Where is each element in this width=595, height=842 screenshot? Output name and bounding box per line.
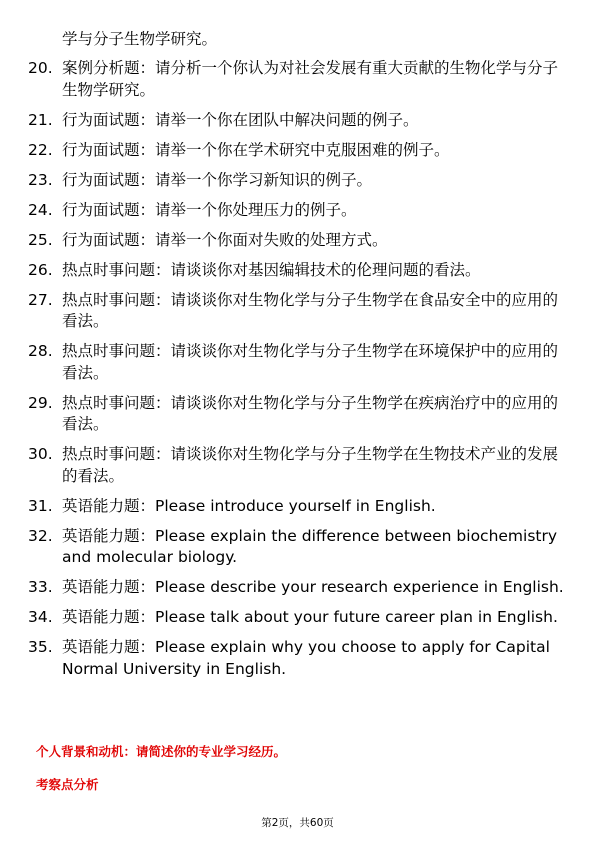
question-number: 22.: [28, 140, 53, 159]
question-text: 英语能力题：Please talk about your future career plan in English.: [62, 608, 558, 626]
list-item: [28, 637, 568, 680]
question-number: 26.: [28, 260, 53, 279]
section-heading: 个人背景和动机：请简述你的专业学习经历。: [36, 744, 287, 759]
question-number: 31.: [28, 496, 53, 515]
question-number: 24.: [28, 200, 53, 219]
question-text: 热点时事问题：请谈谈你对基因编辑技术的伦理问题的看法。: [62, 260, 481, 279]
list-item: [28, 58, 568, 101]
question-text: 行为面试题：请举一个你在团队中解决问题的例子。: [62, 110, 419, 129]
question-number: 32.: [28, 526, 53, 545]
question-number: 23.: [28, 170, 53, 189]
question-text: 英语能力题：Please explain the difference between biochemistry and molecular biology.: [62, 526, 558, 566]
list-item: [28, 260, 568, 282]
question-text: 英语能力题：Please describe your research experience in English.: [62, 578, 564, 596]
list-item: [28, 496, 568, 518]
question-number: 28.: [28, 342, 53, 360]
question-text: 行为面试题：请举一个你在学术研究中克服困难的例子。: [62, 140, 450, 159]
list-item: [28, 200, 568, 222]
question-text: 案例分析题：请分析一个你认为对社会发展有重大贡献的生物化学与分子生物学研究。: [62, 59, 559, 99]
question-text: 行为面试题：请举一个你处理压力的例子。: [62, 200, 357, 219]
question-number: 30.: [28, 445, 53, 463]
list-item: [28, 170, 568, 192]
list-item: [28, 290, 568, 333]
list-item: [28, 393, 568, 436]
question-number: 34.: [28, 608, 53, 626]
question-text: 热点时事问题：请谈谈你对生物化学与分子生物学在食品安全中的应用的看法。: [62, 290, 559, 330]
question-number: 20.: [28, 59, 53, 77]
question-text: 行为面试题：请举一个你面对失败的处理方式。: [62, 230, 388, 249]
question-number: 35.: [28, 638, 53, 656]
question-list: [28, 58, 568, 689]
question-number: 29.: [28, 393, 53, 412]
list-item: [28, 526, 568, 569]
list-item: [28, 444, 568, 487]
page-number: 第2页，共60页: [261, 817, 334, 829]
question-text: 热点时事问题：请谈谈你对生物化学与分子生物学在环境保护中的应用的看法。: [62, 342, 559, 382]
list-item: [28, 140, 568, 162]
question-number: 27.: [28, 290, 53, 309]
question-text: 行为面试题：请举一个你学习新知识的例子。: [62, 170, 373, 189]
list-item: [28, 577, 568, 599]
question-number: 33.: [28, 578, 53, 596]
continued-question-text: 学与分子生物学研究。: [62, 30, 218, 48]
list-item: [28, 607, 568, 629]
list-item: [28, 230, 568, 252]
question-number: 25.: [28, 230, 53, 249]
section-subheading: 考察点分析: [36, 777, 99, 792]
question-text: 热点时事问题：请谈谈你对生物化学与分子生物学在生物技术产业的发展的看法。: [62, 445, 559, 485]
list-item: [28, 110, 568, 132]
question-text: 热点时事问题：请谈谈你对生物化学与分子生物学在疾病治疗中的应用的看法。: [62, 393, 559, 433]
question-text: 英语能力题：Please explain why you choose to apply for Capital Normal University in English.: [62, 638, 550, 678]
list-item: [28, 341, 568, 384]
question-number: 21.: [28, 110, 53, 129]
question-text: 英语能力题：Please introduce yourself in English.: [62, 496, 436, 515]
